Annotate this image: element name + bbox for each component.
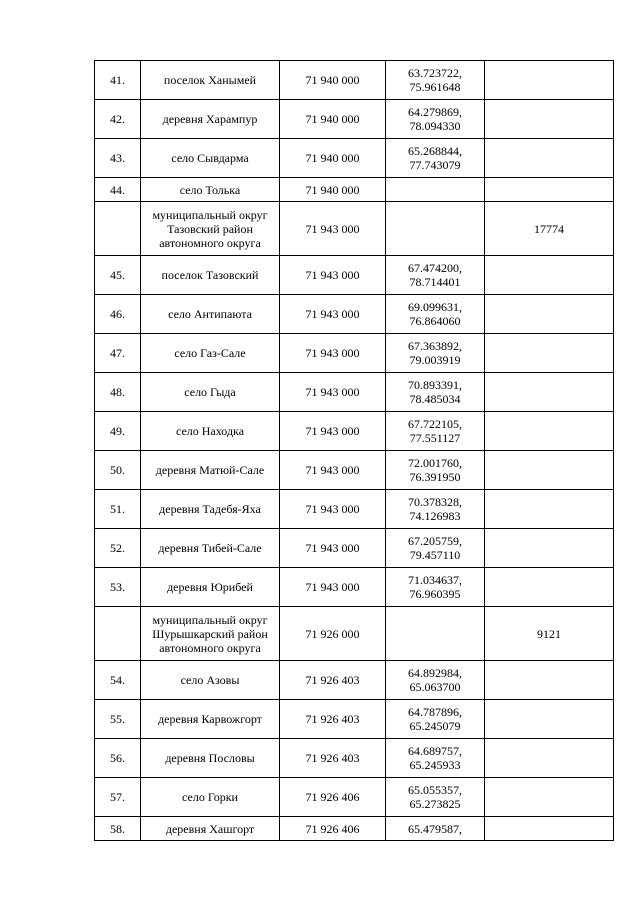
row-number-cell: 58. — [95, 817, 141, 841]
settlement-name-cell: село Сывдарма — [141, 139, 280, 178]
row-number-cell: 44. — [95, 178, 141, 202]
coordinates-cell — [386, 178, 485, 202]
table-row — [95, 202, 614, 256]
oktmo-code-cell: 71 926 403 — [280, 661, 386, 700]
population-cell — [485, 334, 614, 373]
settlement-name-cell: муниципальный округ Тазовский район автономного округа — [141, 202, 280, 256]
table-row — [95, 61, 614, 100]
table-row — [95, 568, 614, 607]
oktmo-code-cell: 71 926 406 — [280, 817, 386, 841]
settlement-name-cell: деревня Карвожгорт — [141, 700, 280, 739]
settlement-name-cell: деревня Юрибей — [141, 568, 280, 607]
population-cell — [485, 817, 614, 841]
population-cell — [485, 100, 614, 139]
coordinates-cell: 72.001760, 76.391950 — [386, 451, 485, 490]
population-cell — [485, 295, 614, 334]
coordinates-cell: 70.893391, 78.485034 — [386, 373, 485, 412]
coordinates-cell: 65.055357, 65.273825 — [386, 778, 485, 817]
population-cell — [485, 661, 614, 700]
settlement-name-cell: поселок Ханымей — [141, 61, 280, 100]
row-number-cell: 55. — [95, 700, 141, 739]
row-number-cell: 45. — [95, 256, 141, 295]
settlement-name-cell: село Находка — [141, 412, 280, 451]
row-number-cell: 48. — [95, 373, 141, 412]
row-number-cell: 54. — [95, 661, 141, 700]
oktmo-code-cell: 71 943 000 — [280, 412, 386, 451]
oktmo-code-cell: 71 943 000 — [280, 334, 386, 373]
coordinates-cell: 65.479587, — [386, 817, 485, 841]
table-row — [95, 100, 614, 139]
row-number-cell: 46. — [95, 295, 141, 334]
population-cell — [485, 412, 614, 451]
table-row — [95, 373, 614, 412]
oktmo-code-cell: 71 940 000 — [280, 100, 386, 139]
table-row — [95, 817, 614, 841]
settlement-name-cell: деревня Харампур — [141, 100, 280, 139]
row-number-cell: 57. — [95, 778, 141, 817]
settlement-name-cell: село Газ-Сале — [141, 334, 280, 373]
row-number-cell: 50. — [95, 451, 141, 490]
table-row — [95, 178, 614, 202]
table-row — [95, 139, 614, 178]
settlement-name-cell: деревня Пословы — [141, 739, 280, 778]
table-row — [95, 661, 614, 700]
row-number-cell: 53. — [95, 568, 141, 607]
table-row — [95, 739, 614, 778]
table-row — [95, 778, 614, 817]
table-body — [95, 61, 614, 841]
population-cell — [485, 256, 614, 295]
row-number-cell — [95, 202, 141, 256]
table-row — [95, 607, 614, 661]
population-cell — [485, 568, 614, 607]
oktmo-code-cell: 71 943 000 — [280, 295, 386, 334]
population-cell — [485, 61, 614, 100]
settlement-name-cell: деревня Тибей-Сале — [141, 529, 280, 568]
coordinates-cell: 70.378328, 74.126983 — [386, 490, 485, 529]
row-number-cell: 47. — [95, 334, 141, 373]
population-cell — [485, 739, 614, 778]
table-row — [95, 529, 614, 568]
table-row — [95, 256, 614, 295]
row-number-cell: 52. — [95, 529, 141, 568]
population-cell: 17774 — [485, 202, 614, 256]
settlement-name-cell: село Толька — [141, 178, 280, 202]
table-row — [95, 334, 614, 373]
row-number-cell: 51. — [95, 490, 141, 529]
population-cell — [485, 778, 614, 817]
row-number-cell: 49. — [95, 412, 141, 451]
coordinates-cell: 64.787896, 65.245079 — [386, 700, 485, 739]
coordinates-cell: 71.034637, 76.960395 — [386, 568, 485, 607]
row-number-cell: 43. — [95, 139, 141, 178]
coordinates-cell: 67.722105, 77.551127 — [386, 412, 485, 451]
population-cell — [485, 139, 614, 178]
population-cell — [485, 529, 614, 568]
settlement-name-cell: поселок Тазовский — [141, 256, 280, 295]
settlement-name-cell: село Гыда — [141, 373, 280, 412]
oktmo-code-cell: 71 926 403 — [280, 739, 386, 778]
settlement-name-cell: деревня Хашгорт — [141, 817, 280, 841]
table-row — [95, 295, 614, 334]
oktmo-code-cell: 71 940 000 — [280, 139, 386, 178]
coordinates-cell — [386, 202, 485, 256]
settlement-name-cell: село Горки — [141, 778, 280, 817]
row-number-cell: 42. — [95, 100, 141, 139]
oktmo-code-cell: 71 926 000 — [280, 607, 386, 661]
table-row — [95, 490, 614, 529]
population-cell — [485, 700, 614, 739]
settlements-table — [94, 60, 614, 841]
coordinates-cell: 64.279869, 78.094330 — [386, 100, 485, 139]
coordinates-cell: 67.474200, 78.714401 — [386, 256, 485, 295]
oktmo-code-cell: 71 943 000 — [280, 568, 386, 607]
coordinates-cell: 69.099631, 76.864060 — [386, 295, 485, 334]
population-cell — [485, 178, 614, 202]
population-cell: 9121 — [485, 607, 614, 661]
settlement-name-cell: муниципальный округ Шурышкарский район автономного округа — [141, 607, 280, 661]
oktmo-code-cell: 71 943 000 — [280, 373, 386, 412]
population-cell — [485, 373, 614, 412]
coordinates-cell: 67.363892, 79.003919 — [386, 334, 485, 373]
oktmo-code-cell: 71 943 000 — [280, 490, 386, 529]
population-cell — [485, 490, 614, 529]
coordinates-cell: 65.268844, 77.743079 — [386, 139, 485, 178]
oktmo-code-cell: 71 940 000 — [280, 61, 386, 100]
oktmo-code-cell: 71 926 406 — [280, 778, 386, 817]
oktmo-code-cell: 71 943 000 — [280, 202, 386, 256]
table-row — [95, 412, 614, 451]
oktmo-code-cell: 71 943 000 — [280, 451, 386, 490]
row-number-cell: 41. — [95, 61, 141, 100]
coordinates-cell: 67.205759, 79.457110 — [386, 529, 485, 568]
coordinates-cell: 64.689757, 65.245933 — [386, 739, 485, 778]
coordinates-cell: 64.892984, 65.063700 — [386, 661, 485, 700]
oktmo-code-cell: 71 943 000 — [280, 256, 386, 295]
oktmo-code-cell: 71 926 403 — [280, 700, 386, 739]
oktmo-code-cell: 71 940 000 — [280, 178, 386, 202]
settlement-name-cell: село Азовы — [141, 661, 280, 700]
population-cell — [485, 451, 614, 490]
settlement-name-cell: село Антипаюта — [141, 295, 280, 334]
row-number-cell: 56. — [95, 739, 141, 778]
settlement-name-cell: деревня Матюй-Сале — [141, 451, 280, 490]
row-number-cell — [95, 607, 141, 661]
coordinates-cell: 63.723722, 75.961648 — [386, 61, 485, 100]
table-row — [95, 451, 614, 490]
coordinates-cell — [386, 607, 485, 661]
oktmo-code-cell: 71 943 000 — [280, 529, 386, 568]
table-row — [95, 700, 614, 739]
settlement-name-cell: деревня Тадебя-Яха — [141, 490, 280, 529]
